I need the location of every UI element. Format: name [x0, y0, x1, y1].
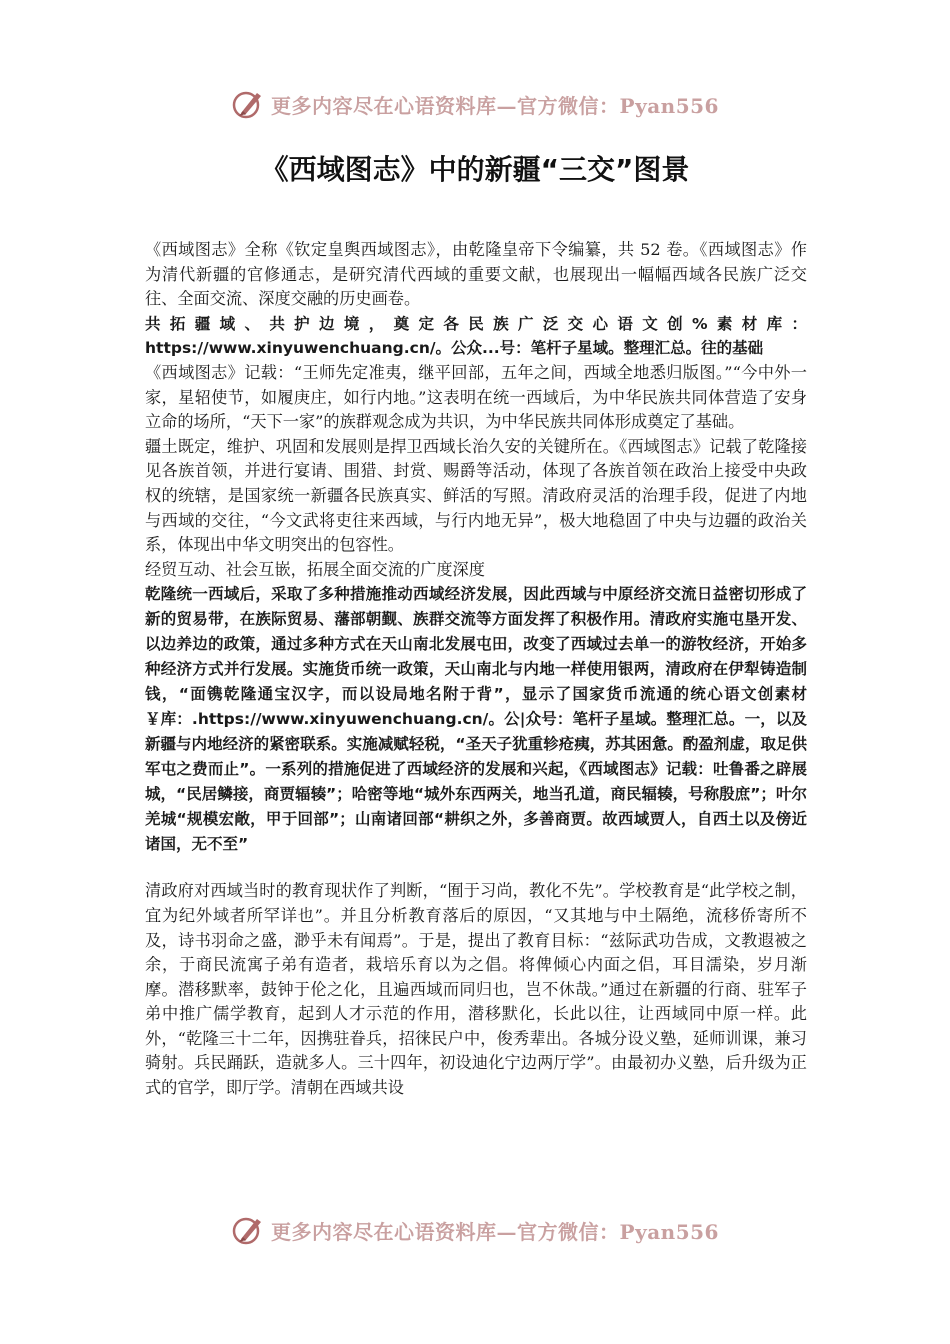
header-watermark-banner	[0, 82, 950, 126]
watermark-text: 更多内容尽在心语资料库—官方微信：Pyan556	[271, 93, 719, 118]
footer-watermark-banner	[0, 1208, 950, 1252]
paragraph-gap	[145, 857, 807, 879]
paragraph-intro: 《西域图志》全称《钦定皇舆西域图志》，由乾隆皇帝下令编纂，共 52 卷。《西域图志》作为清代新疆的官修通志，是研究清代西域的重要文献，也展现出一幅幅西域各民族广泛交往、全面交流、深度交融的历史画卷。	[145, 240, 807, 309]
paragraph-economy: 乾隆统一西域后，采取了多种措施推动西域经济发展，因此西域与中原经济交流日益密切形成了新的贸易带，在族际贸易、藩部朝觐、族群交流等方面发挥了积极作用。清政府实施屯垦开发、以边养边的政策，通过多种方式在天山南北发展屯田，改变了西域过去单一的游牧经济，开始多种经济方式并行发展。实施货币统一政策，天山南北与内地一样使用银两，清政府在伊犁铸造制钱，“面镌乾隆通宝汉字，而以设局地名附于背”，显示了国家货币流通的统心语文创素材￥库：.https://www.xinyuwenchuang.cn/。公|众号：笔杆子星域。整理汇总。一，以及新疆与内地经济的紧密联系。实施减赋轻税，“圣天子犹重轸疮痍，苏其困惫。酌盈剂虚，取足供军屯之费而止”。一系列的措施促进了西域经济的发展和兴起，《西域图志》记载：吐鲁番之辟展城，“民居鳞接，商贾辐辏”；哈密等地“城外东西两关，地当孔道，商民辐辏，号称殷庶”；叶尔羌城“规模宏敞，甲于回部”；山南诸回部“耕织之外，多善商贾。故西域贾人，自西土以及傍近诸国，无不至”	[145, 585, 807, 854]
watermark-text: 更多内容尽在心语资料库—官方微信：Pyan556	[271, 1219, 719, 1244]
paragraph-governance: 疆土既定，维护、巩固和发展则是捍卫西域长治久安的关键所在。《西域图志》记载了乾隆接见各族首领，并进行宴请、围猎、封赏、赐爵等活动，体现了各族首领在政治上接受中央政权的统辖，是国家统一新疆各民族真实、鲜活的写照。清政府灵活的治理手段，促进了内地与西域的交往，“今文武将吏往来西域，与行内地无异”，极大地稳固了中央与边疆的政治关系，体现出中华文明突出的包容性。	[145, 436, 807, 555]
document-body	[145, 238, 807, 1101]
section-heading-trade: 经贸互动、社会互嵌，拓展全面交流的广度深度	[145, 559, 485, 579]
paragraph-record: 《西域图志》记载：“王师先定准夷，继平回部，五年之间，西域全地悉归版图。”“今中外一家，星轺使节，如履庚庄，如行内地。”这表明在统一西域后，为中华民族共同体营造了安身立命的场所，“天下一家”的族群观念成为共识，为中华民族共同体形成奠定了基础。	[145, 362, 807, 432]
pen-nib-logo-icon	[231, 87, 265, 121]
pen-nib-logo-icon	[231, 1213, 265, 1247]
section-heading-territory: 共拓疆域、共护边境，奠定各民族广泛交心语文创%素材库：https://www.xinyuwenchuang.cn/。公众...号：笔杆子星域。整理汇总。往的基础	[145, 314, 807, 358]
document-title: 《西域图志》中的新疆“三交”图景	[260, 153, 690, 186]
paragraph-education: 清政府对西域当时的教育现状作了判断，“囿于习尚，教化不先”。学校教育是“此学校之制，宜为纪外域者所罕详也”。并且分析教育落后的原因，“又其地与中土隔绝，流移侨寄所不及，诗书羽命之盛，渺乎未有闻焉”。于是，提出了教育目标：“兹际武功告成，文教遐被之余，于商民流寓子弟有造者，栽培乐育以为之倡。将俾倾心内面之侣，耳目濡染，岁月渐摩。潜移默率，鼓钟于伦之化，且遍西域而同归也，岂不休哉。”通过在新疆的行商、驻军子弟中推广儒学教育，起到人才示范的作用，潜移默化，长此以往，让西域同中原一样。此外，“乾隆三十二年，因携驻眷兵，招徕民户中，俊秀辈出。各城分设义塾，延师训课，兼习骑射。兵民踊跃，造就多人。三十四年，初设迪化宁边两厅学”。由最初办义塾，后升级为正式的官学，即厅学。清朝在西域共设	[145, 881, 807, 1098]
